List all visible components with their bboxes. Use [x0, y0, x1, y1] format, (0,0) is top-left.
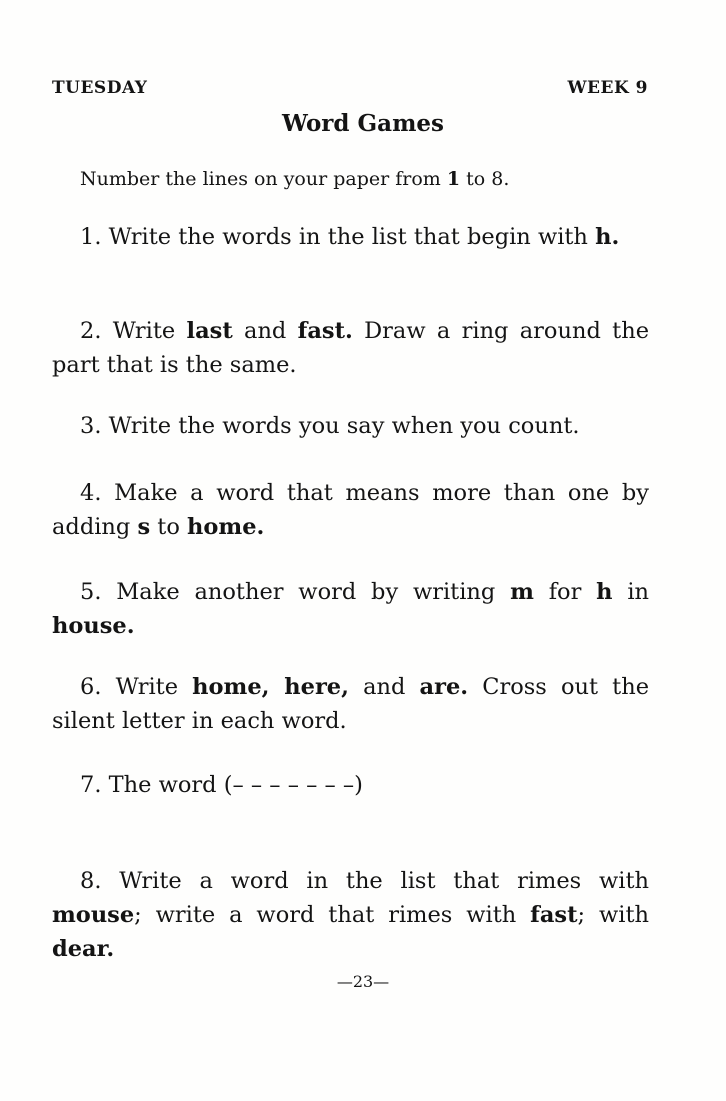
item-number: 1. — [80, 224, 102, 250]
item-number: 8. — [80, 868, 102, 894]
item-number: 2. — [80, 318, 102, 344]
page-number: —23— — [336, 972, 390, 991]
instructions: Number the lines on your paper from 1 to 8. — [80, 168, 510, 190]
day-label: TUESDAY — [52, 78, 148, 98]
item-number: 4. — [80, 480, 102, 506]
item-number: 5. — [80, 579, 102, 605]
exercise-5: 5. Make another word by writing m for h in house. — [52, 579, 649, 639]
answer-blank: (– – – – – – –) — [223, 772, 363, 798]
page-title: Word Games — [282, 110, 444, 137]
exercise-8: 8. Write a word in the list that rimes with mouse; write a word that rimes with fast; with dear. — [52, 868, 649, 962]
exercise-2: 2. Write last and fast. Draw a ring around the part that is the same. — [52, 318, 650, 378]
exercise-3: 3. Write the words you say when you count. — [52, 409, 649, 443]
item-number: 3. — [80, 413, 102, 439]
item-number: 7. — [80, 772, 102, 798]
exercise-7: 7. The word (– – – – – – –) — [52, 768, 649, 802]
exercise-1: 1. Write the words in the list that begin with h. — [52, 220, 649, 254]
exercise-4: 4. Make a word that means more than one by adding s to home. — [52, 480, 650, 540]
item-number: 6. — [80, 674, 102, 700]
running-head — [52, 78, 648, 98]
exercise-6: 6. Write home, here, and are. Cross out the silent letter in each word. — [52, 674, 650, 734]
week-label: WEEK 9 — [567, 78, 648, 98]
